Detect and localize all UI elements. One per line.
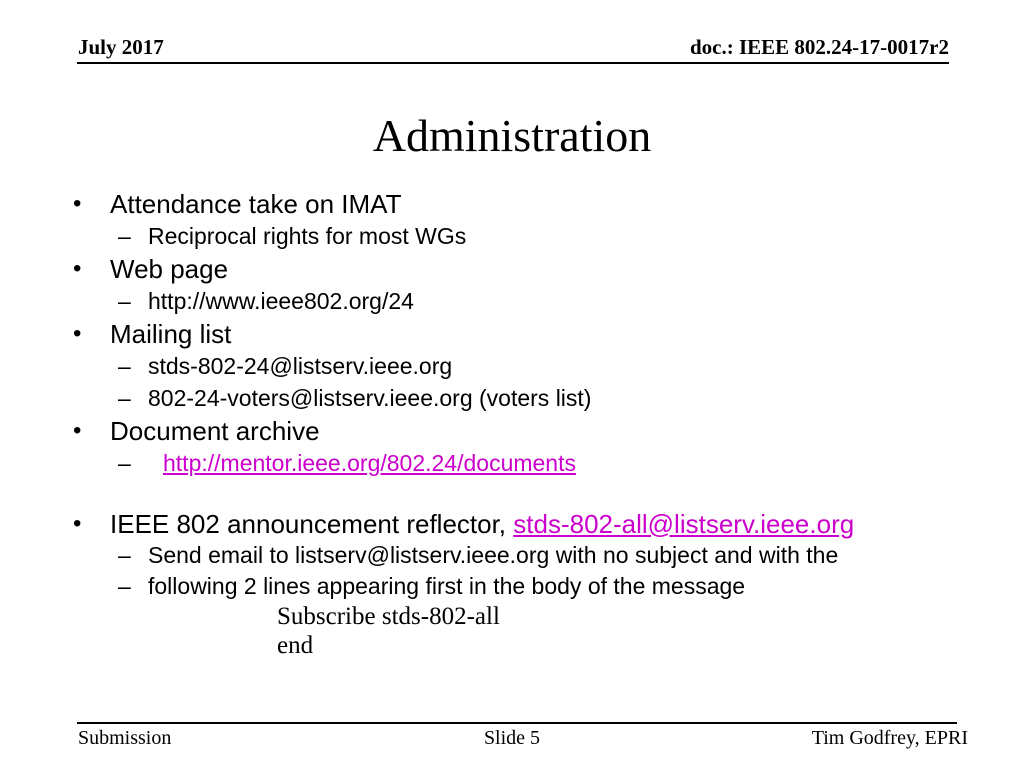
text-run: Mailing list bbox=[110, 318, 232, 349]
bullet-icon: • bbox=[73, 319, 82, 347]
text-run: Send email to listserv@listserv.ieee.org with no subject and with the bbox=[148, 541, 839, 568]
dash-icon: – bbox=[118, 450, 131, 477]
sub-bullet-item bbox=[72, 447, 982, 479]
dash-icon: – bbox=[118, 385, 131, 412]
dash-icon: – bbox=[118, 352, 131, 379]
stds-802-all-link[interactable]: stds-802-all@listserv.ieee.org bbox=[513, 508, 855, 539]
sub-bullet-item bbox=[72, 540, 982, 571]
text-run: following 2 lines appearing first in the body of the message bbox=[148, 572, 746, 599]
page-title: Administration bbox=[372, 110, 652, 161]
sub-bullet-item bbox=[72, 350, 982, 382]
footer-divider bbox=[77, 722, 957, 724]
text-run: Subscribe stds-802-all bbox=[277, 602, 500, 630]
bullet-item bbox=[72, 415, 982, 447]
bullet-item bbox=[72, 508, 982, 540]
text-run: stds-802-24@listserv.ieee.org bbox=[148, 352, 453, 379]
sub-bullet-item bbox=[72, 285, 982, 317]
footer-slide-number: Slide 5 bbox=[483, 727, 541, 749]
slide-body bbox=[72, 188, 982, 661]
bullet-icon: • bbox=[73, 190, 82, 217]
header-doc-reference: doc.: IEEE 802.24-17-0017r2 bbox=[690, 35, 949, 59]
text-run: IEEE 802 announcement reflector, bbox=[110, 508, 514, 539]
text-run: Reciprocal rights for most WGs bbox=[148, 223, 467, 250]
header-divider bbox=[77, 62, 949, 64]
footer-submission-label: Submission bbox=[78, 727, 172, 749]
dash-icon: – bbox=[118, 288, 131, 315]
mentor-documents-link[interactable]: http://mentor.ieee.org/802.24/documents bbox=[163, 450, 576, 477]
bullet-item bbox=[72, 318, 982, 350]
text-run: 802-24-voters@listserv.ieee.org (voters list) bbox=[148, 385, 592, 412]
bullet-icon: • bbox=[73, 509, 82, 537]
text-run: end bbox=[277, 632, 314, 660]
text-run: Attendance take on IMAT bbox=[110, 189, 402, 219]
bullet-item bbox=[72, 253, 982, 285]
bullet-item bbox=[72, 188, 982, 220]
header-date: July 2017 bbox=[78, 35, 164, 59]
bullet-icon: • bbox=[73, 254, 82, 282]
text-run: Web page bbox=[110, 253, 229, 284]
footer-author: Tim Godfrey, EPRI bbox=[811, 727, 968, 749]
sub-bullet-item bbox=[72, 220, 982, 252]
dash-icon: – bbox=[118, 572, 131, 599]
code-line bbox=[72, 631, 982, 661]
blank-line bbox=[72, 480, 982, 508]
bullet-icon: • bbox=[73, 416, 82, 444]
text-run: Document archive bbox=[110, 415, 320, 446]
code-line bbox=[72, 602, 982, 632]
sub-bullet-item bbox=[72, 571, 982, 602]
dash-icon: – bbox=[118, 223, 131, 250]
text-run: http://www.ieee802.org/24 bbox=[148, 288, 414, 315]
dash-icon: – bbox=[118, 541, 131, 568]
sub-bullet-item bbox=[72, 382, 982, 414]
